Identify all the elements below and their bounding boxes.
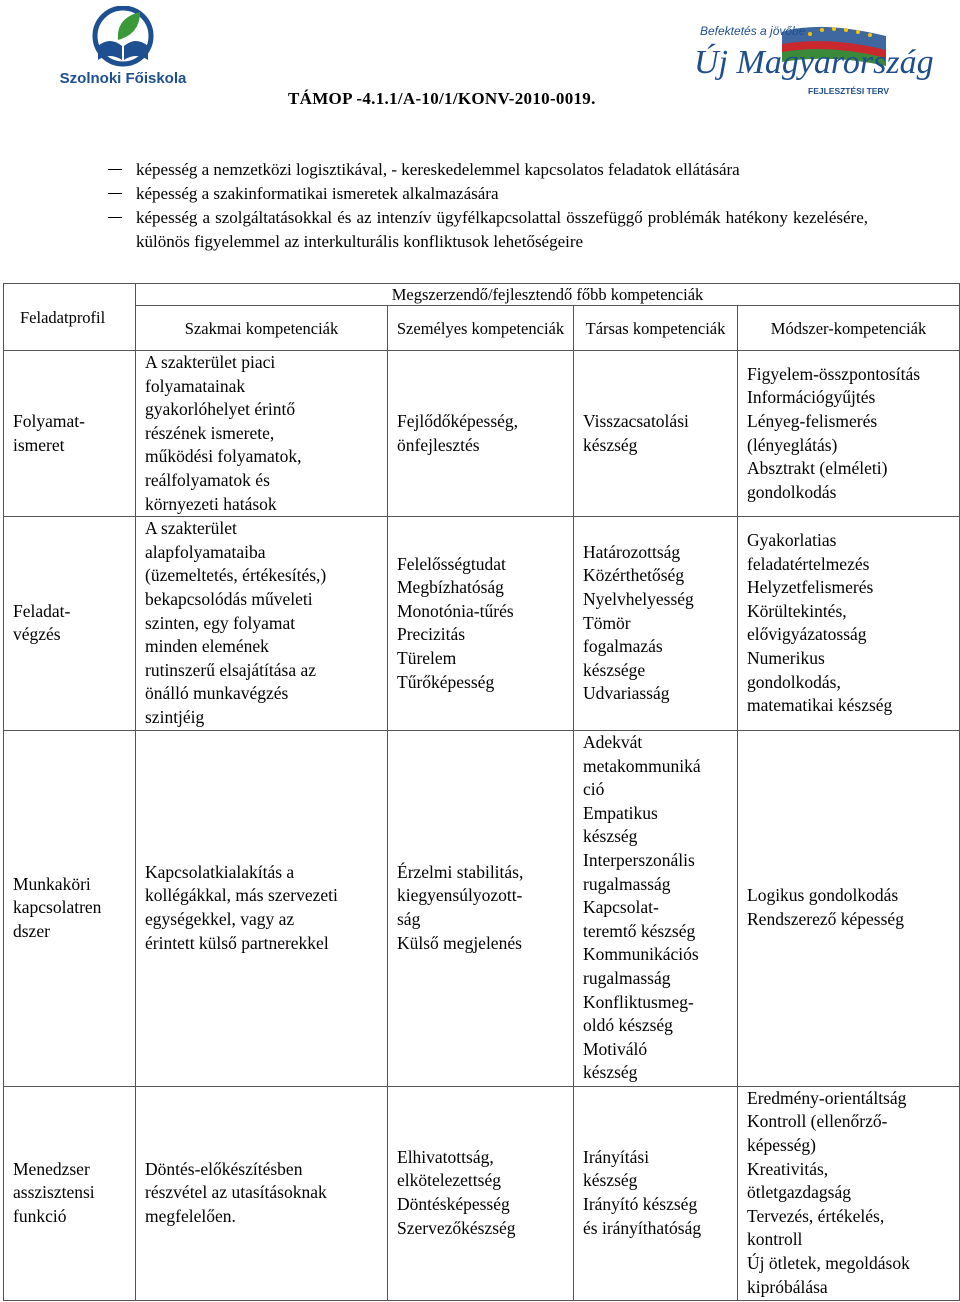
header-group: Megszerzendő/fejlesztendő főbb kompetenciák <box>136 284 960 306</box>
row-social-cell <box>574 730 738 1086</box>
cell-line: Körültekintés, <box>747 600 847 621</box>
cell-line: oldó készség <box>583 1015 673 1036</box>
cell-line: elkötelezettség <box>397 1170 501 1191</box>
header-profile: Feladatprofil <box>4 284 136 351</box>
cell-line: Irányítási <box>583 1146 650 1167</box>
cell-line: Szervezőkészség <box>397 1217 516 1238</box>
row-professional-cell <box>136 1086 388 1300</box>
cell-line: (üzemeltetés, értékesítés,) <box>145 565 327 586</box>
cell-line: készség <box>583 434 638 455</box>
right-logo-tagline: Befektetés a jövőbe <box>700 24 806 38</box>
cell-line: kipróbálása <box>747 1276 828 1297</box>
dash-bullet-icon <box>108 217 122 218</box>
cell-line: Menedzser <box>13 1158 90 1179</box>
cell-line: Információgyűjtés <box>747 387 876 408</box>
right-logo-brand: Új Magyarország <box>694 44 934 81</box>
row-social-cell <box>574 351 738 517</box>
cell-line: Elhivatottság, <box>397 1146 494 1167</box>
cell-line: teremtő készség <box>583 920 696 941</box>
project-code: TÁMOP -4.1.1/A-10/1/KONV-2010-0019. <box>288 89 596 108</box>
cell-line: Helyzetfelismerés <box>747 577 874 598</box>
bullet-item: képesség a nemzetközi logisztikával, - kereskedelemmel kapcsolatos feladatok ellátására <box>108 158 868 182</box>
cell-line: Tömör <box>583 612 631 633</box>
cell-line: Folyamat- <box>13 410 85 431</box>
cell-line: folyamatainak <box>145 375 246 396</box>
header-social: Társas kompetenciák <box>574 306 738 351</box>
cell-line: Motiváló <box>583 1038 648 1059</box>
row-method-cell <box>738 1086 960 1300</box>
cell-line: Új ötletek, megoldások <box>747 1252 910 1273</box>
cell-line: dszer <box>13 920 50 941</box>
cell-line: rugalmasság <box>583 873 671 894</box>
cell-line: Monotónia-tűrés <box>397 600 514 621</box>
cell-line: Numerikus <box>747 647 825 668</box>
header-professional: Szakmai kompetenciák <box>136 306 388 351</box>
cell-line: minden elemének <box>145 636 269 657</box>
table-row <box>4 517 960 730</box>
cell-line: Türelem <box>397 647 457 668</box>
cell-line: (lényeglátás) <box>747 434 838 455</box>
cell-line: kapcsolatren <box>13 897 102 918</box>
cell-line: A szakterület <box>145 518 237 539</box>
cell-line: Udvariasság <box>583 683 670 704</box>
competency-table <box>3 283 960 1301</box>
row-social-cell <box>574 1086 738 1300</box>
cell-line: kollégákkal, más szervezeti <box>145 885 338 906</box>
cell-line: Gyakorlatias <box>747 529 837 550</box>
cell-line: Logikus gondolkodás <box>747 885 899 906</box>
cell-line: készség <box>583 826 638 847</box>
cell-line: gondolkodás, <box>747 671 841 692</box>
bullet-item: képesség a szakinformatikai ismeretek alkalmazására <box>108 182 868 206</box>
cell-line: fogalmazás <box>583 636 663 657</box>
header-personal: Személyes kompetenciák <box>388 306 574 351</box>
cell-line: Nyelvhelyesség <box>583 588 694 609</box>
cell-line: Eredmény-orientáltság <box>747 1087 907 1108</box>
header-method: Módszer-kompetenciák <box>738 306 960 351</box>
cell-line: Irányító készség <box>583 1194 698 1214</box>
row-social-cell <box>574 517 738 730</box>
row-method-cell <box>738 517 960 730</box>
cell-line: ság <box>397 909 421 929</box>
cell-line: Kontroll (ellenőrző- <box>747 1111 888 1132</box>
cell-line: Külső megjelenés <box>397 932 522 953</box>
cell-line: ötletgazdagság <box>747 1182 851 1203</box>
cell-line: végzés <box>13 624 61 645</box>
cell-line: szintjéig <box>145 706 205 727</box>
table-row <box>4 351 960 517</box>
cell-line: A szakterület piaci <box>145 352 276 372</box>
table-subheader-row <box>4 306 960 351</box>
cell-line: Megbízhatóság <box>397 577 504 598</box>
cell-line: gondolkodás <box>747 481 837 502</box>
cell-line: Kommunikációs <box>583 944 699 965</box>
row-profile-cell <box>4 517 136 730</box>
row-professional-cell <box>136 351 388 517</box>
row-professional-cell <box>136 730 388 1086</box>
cell-line: Figyelem-összpontosítás <box>747 363 921 384</box>
cell-line: alapfolyamataiba <box>145 541 266 562</box>
cell-line: Közérthetőség <box>583 565 685 586</box>
cell-line: készség <box>583 1062 638 1083</box>
cell-line: környezeti hatások <box>145 493 277 514</box>
competency-bullet-list <box>108 158 868 254</box>
row-profile-cell <box>4 351 136 517</box>
row-profile-cell <box>4 1086 136 1300</box>
cell-line: Kreativitás, <box>747 1158 829 1179</box>
cell-line: Feladat- <box>13 600 71 621</box>
row-personal-cell <box>388 517 574 730</box>
cell-line: Interperszonális <box>583 850 695 871</box>
cell-line: Lényeg-felismerés <box>747 410 878 431</box>
cell-line: feladatértelmezés <box>747 553 870 574</box>
cell-line: elővigyázatosság <box>747 624 867 645</box>
cell-line: megfelelően. <box>145 1205 236 1226</box>
dash-bullet-icon <box>108 193 122 194</box>
cell-line: Munkaköri <box>13 873 91 894</box>
cell-line: reálfolyamatok és <box>145 469 270 490</box>
cell-line: Precizitás <box>397 624 466 645</box>
cell-line: részvétel az utasításoknak <box>145 1182 327 1203</box>
cell-line: érintett külső partnerekkel <box>145 932 329 953</box>
cell-line: Felelősségtudat <box>397 553 506 574</box>
table-header-row <box>4 284 960 306</box>
book-leaf-logo-icon <box>58 6 188 70</box>
cell-line: képesség) <box>747 1135 817 1156</box>
cell-line: Konfliktusmeg- <box>583 991 694 1012</box>
cell-line: asszisztensi <box>13 1182 95 1203</box>
bullet-item: képesség a szolgáltatásokkal és az intenzív ügyfélkapcsolattal összefüggő problémák hatékony kezelésére, különös figyelemmel az interkulturális konfliktusok lehetőségeire <box>108 206 868 254</box>
table-row <box>4 1086 960 1300</box>
cell-line: Rendszerező képesség <box>747 909 904 929</box>
row-method-cell <box>738 730 960 1086</box>
cell-line: Érzelmi stabilitás, <box>397 861 524 882</box>
cell-line: Kapcsolat- <box>583 897 659 918</box>
cell-line: matematikai készség <box>747 695 893 716</box>
cell-line: önfejlesztés <box>397 434 480 455</box>
szolnoki-foiskola-logo <box>58 6 188 92</box>
cell-line: részének ismerete, <box>145 422 275 443</box>
cell-line: és irányíthatóság <box>583 1217 702 1238</box>
table-row <box>4 730 960 1086</box>
cell-line: Absztrakt (elméleti) <box>747 458 888 479</box>
cell-line: Fejlődőképesség, <box>397 410 519 431</box>
cell-line: metakommuniká <box>583 755 701 776</box>
cell-line: Kapcsolatkialakítás a <box>145 861 295 882</box>
left-logo-text: Szolnoki Főiskola <box>59 70 187 87</box>
cell-line: ció <box>583 779 605 800</box>
cell-line: Tűrőképesség <box>397 671 495 692</box>
cell-line: rutinszerű elsajátítása az <box>145 659 317 680</box>
right-logo-subtag: FEJLESZTÉSI TERV <box>808 86 890 96</box>
cell-line: Tervezés, értékelés, <box>747 1205 885 1226</box>
cell-line: gyakorlóhelyet érintő <box>145 399 296 420</box>
cell-line: ismeret <box>13 434 65 455</box>
cell-line: kontroll <box>747 1229 803 1250</box>
cell-line: Döntés-előkészítésben <box>145 1158 303 1179</box>
cell-line: Határozottság <box>583 541 681 562</box>
dash-bullet-icon <box>108 169 122 170</box>
row-profile-cell <box>4 730 136 1086</box>
cell-line: Döntésképesség <box>397 1194 510 1214</box>
cell-line: Adekvát <box>583 732 643 753</box>
row-method-cell <box>738 351 960 517</box>
cell-line: Visszacsatolási <box>583 410 689 431</box>
row-professional-cell <box>136 517 388 730</box>
row-personal-cell <box>388 1086 574 1300</box>
cell-line: funkció <box>13 1205 67 1226</box>
cell-line: Empatikus <box>583 802 658 823</box>
cell-line: szinten, egy folyamat <box>145 612 296 633</box>
row-personal-cell <box>388 351 574 517</box>
cell-line: működési folyamatok, <box>145 446 302 467</box>
cell-line: rugalmasság <box>583 967 671 988</box>
cell-line: készség <box>583 1170 638 1191</box>
uj-magyarorszag-logo <box>690 10 934 100</box>
cell-line: kiegyensúlyozott- <box>397 885 523 906</box>
row-personal-cell <box>388 730 574 1086</box>
cell-line: készsége <box>583 659 646 680</box>
cell-line: önálló munkavégzés <box>145 683 289 704</box>
cell-line: egységekkel, vagy az <box>145 909 295 929</box>
cell-line: bekapcsolódás műveleti <box>145 588 313 609</box>
